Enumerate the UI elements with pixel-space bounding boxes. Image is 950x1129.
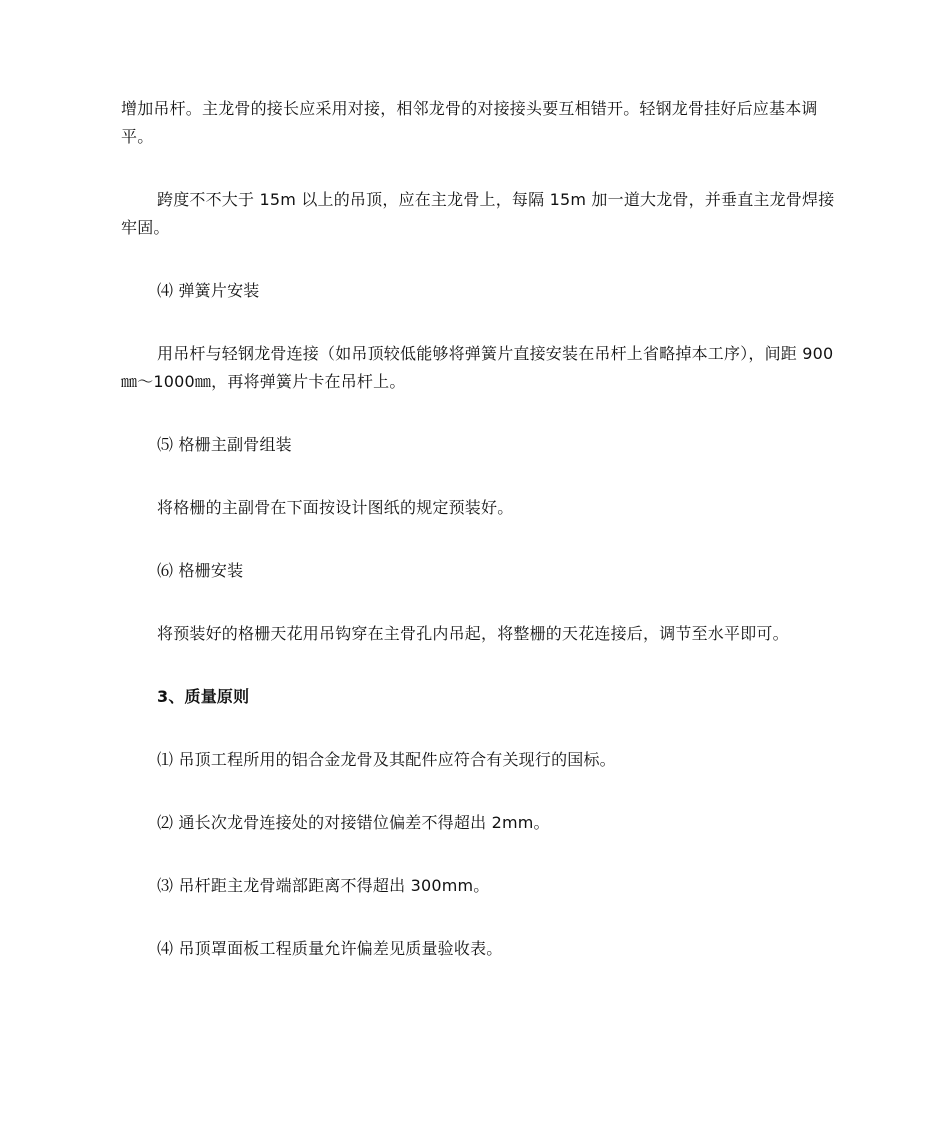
paragraph-span-keel: 跨度不不大于 15m 以上的吊顶，应在主龙骨上，每隔 15m 加一道大龙骨，并垂直主龙骨焊接牢固。 [121, 190, 835, 237]
heading-grid-assembly: ⑸ 格栅主副骨组装 [157, 435, 292, 454]
quality-item-2: ⑵ 通长次龙骨连接处的对接错位偏差不得超出 2mm。 [157, 813, 550, 832]
heading-spring-install: ⑷ 弹簧片安装 [157, 281, 260, 300]
paragraph-spring-install: 用吊杆与轻钢龙骨连接（如吊顶较低能够将弹簧片直接安装在吊杆上省略掉本工序），间距 900㎜～1000㎜，再将弹簧片卡在吊杆上。 [121, 344, 834, 391]
document-page [121, 95, 841, 963]
paragraph-grid-install: 将预装好的格栅天花用吊钩穿在主骨孔内吊起，将整栅的天花连接后，调节至水平即可。 [157, 624, 789, 643]
quality-item-1: ⑴ 吊顶工程所用的铝合金龙骨及其配件应符合有关现行的国标。 [157, 750, 616, 769]
quality-item-4: ⑷ 吊顶罩面板工程质量允许偏差见质量验收表。 [157, 939, 503, 958]
section-heading-quality: 3、质量原则 [157, 687, 250, 706]
paragraph-grid-assembly: 将格栅的主副骨在下面按设计图纸的规定预装好。 [157, 498, 514, 517]
quality-item-3: ⑶ 吊杆距主龙骨端部距离不得超出 300mm。 [157, 876, 490, 895]
heading-grid-install: ⑹ 格栅安装 [157, 561, 244, 580]
paragraph-hanger-rod: 增加吊杆。主龙骨的接长应采用对接，相邻龙骨的对接接头要互相错开。轻钢龙骨挂好后应基本调平。 [121, 99, 818, 146]
